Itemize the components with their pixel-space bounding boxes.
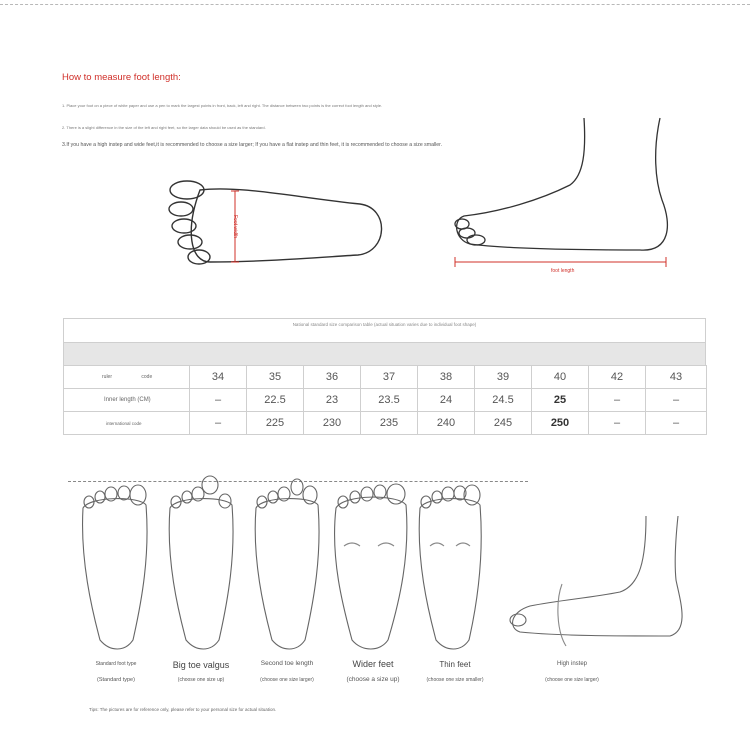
foot-type-name-second-toe: Second toe length	[260, 660, 314, 667]
foot-length-label: foot length	[551, 268, 575, 274]
foot-width-label: Foot width	[232, 215, 238, 239]
table-cell: 43	[646, 366, 707, 389]
wider-feet-illustration	[335, 484, 407, 649]
table-cell: 23	[304, 389, 361, 412]
table-cell: 230	[304, 412, 361, 435]
table-cell: –	[589, 389, 646, 412]
thin-feet-illustration	[419, 485, 481, 649]
table-cell: 235	[361, 412, 418, 435]
table-cell: –	[190, 389, 247, 412]
table-cell: 34	[190, 366, 247, 389]
high-instep-illustration	[510, 516, 682, 646]
foot-type-name-standard: Standard foot type	[95, 661, 137, 667]
foot-type-note-wider: (choose a size up)	[346, 676, 400, 683]
table-cell: 24	[418, 389, 475, 412]
table-cell: 40	[532, 366, 589, 389]
row-header-inner-length: Inner length (CM)	[64, 389, 190, 412]
step-1-text: 1. Place your foot on a piece of white paper and use a pen to mark the largest points in front, back, left and right. The distance between two points is the correct foot length and style.	[62, 103, 383, 108]
row-header-code-label: code	[141, 374, 153, 380]
standard-foot-illustration	[83, 485, 148, 649]
step-3-text: 3.If you have a high instep and wide feet,it is recommended to choose a size larger; If you have a flat instep and thin feet, it is recommended to choose a size smaller.	[62, 142, 443, 148]
foot-type-name-thin: Thin feet	[439, 660, 471, 669]
row-header-international-code: international code	[64, 412, 190, 435]
table-cell: –	[646, 389, 707, 412]
table-cell: 240	[418, 412, 475, 435]
foot-type-name-high-instep: High instep	[556, 661, 588, 667]
table-caption: National standard size comparison table (actual situation varies due to individual foot shape)	[63, 318, 706, 342]
table-cell: 36	[304, 366, 361, 389]
table-cell: 23.5	[361, 389, 418, 412]
table-cell: 25	[532, 389, 589, 412]
table-cell: 245	[475, 412, 532, 435]
table-cell: 38	[418, 366, 475, 389]
page-title: How to measure foot length:	[62, 72, 181, 83]
table-cell: 37	[361, 366, 418, 389]
table-cell: –	[190, 412, 247, 435]
table-cell: 24.5	[475, 389, 532, 412]
big-toe-valgus-illustration	[169, 476, 233, 649]
table-cell: 42	[589, 366, 646, 389]
foot-type-note-high-instep: (choose one size larger)	[545, 677, 599, 683]
foot-type-note-second-toe: (choose one size larger)	[260, 677, 314, 683]
table-cell: –	[646, 412, 707, 435]
table-cell: 39	[475, 366, 532, 389]
tips-text: Tips: The pictures are for reference only, please refer to your personal size for actual situation.	[89, 707, 277, 712]
table-cell: 22.5	[247, 389, 304, 412]
foot-type-name-wider: Wider feet	[352, 659, 394, 669]
foot-type-note-valgus: (choose one size up)	[177, 677, 225, 683]
table-cell: –	[589, 412, 646, 435]
foot-type-note-thin: (choose one size smaller)	[426, 677, 484, 683]
foot-type-name-valgus: Big toe valgus	[172, 660, 230, 670]
table-cell: 250	[532, 412, 589, 435]
table-cell: 225	[247, 412, 304, 435]
row-header-ruler-label: ruler	[102, 374, 113, 380]
table-cell: 35	[247, 366, 304, 389]
foot-type-note-standard: (Standard type)	[97, 677, 135, 683]
step-2-text: 2. There is a slight difference in the size of the left and right feet, so the larger data should be used as the standard.	[62, 125, 266, 130]
second-toe-length-illustration	[255, 479, 319, 649]
